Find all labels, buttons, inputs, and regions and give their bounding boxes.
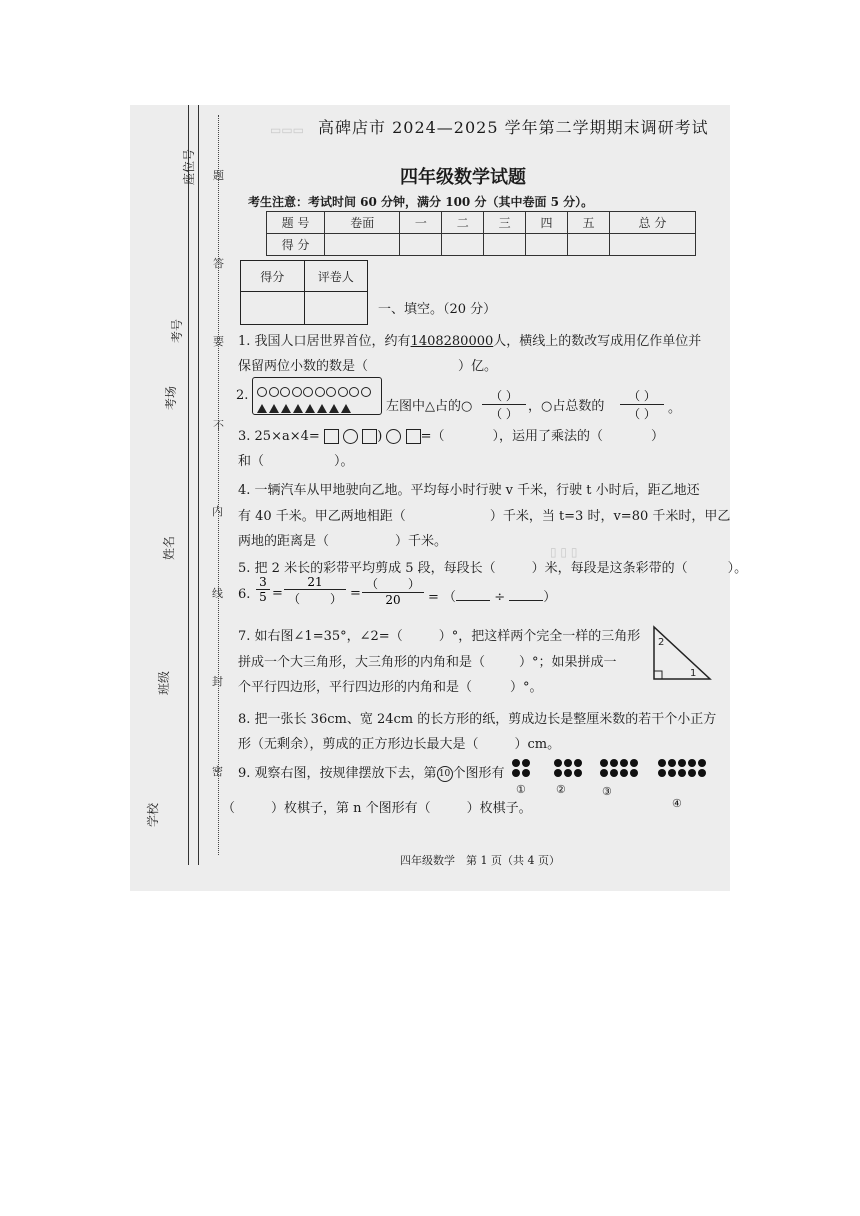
q1-text-a: 1. 我国人口居世界首位，约有 (238, 334, 411, 349)
score-header-cell: 二 (442, 212, 484, 234)
q6-fraction-2[interactable] (284, 575, 346, 607)
score-header-cell: 总 分 (609, 212, 695, 234)
grader-name-label: 评卷人 (304, 261, 368, 292)
q2-end: 。 (668, 401, 682, 416)
q5b: ）米，每段是这条彩带的（ (531, 561, 688, 576)
score-cell[interactable] (400, 234, 442, 256)
q3-end: ） (650, 429, 664, 444)
paren-close: ） (543, 590, 557, 605)
chess-piece-dot (554, 769, 562, 777)
chess-piece-dot (574, 769, 582, 777)
fraction-denominator: 5 (259, 590, 267, 604)
score-cell[interactable] (526, 234, 568, 256)
bleed-through-mark: ▯ ▯ ▯ (550, 545, 578, 559)
angle-1-label: 1 (690, 668, 697, 679)
chess-piece-dot (620, 759, 628, 767)
chess-piece-dot (668, 759, 676, 767)
triangle-icon (269, 404, 279, 413)
score-header-cell: 题 号 (267, 212, 325, 234)
seal-char: 密 (212, 765, 223, 778)
fraction-denominator: （ ） (628, 407, 656, 421)
seat-number-label: 座位号 (182, 148, 196, 185)
q1-text-d: ）亿。 (458, 359, 498, 374)
chess-piece-dot (688, 769, 696, 777)
paren-open: （ (287, 592, 300, 606)
chess-piece-dot (522, 769, 530, 777)
circle-icon (349, 387, 359, 397)
division-sign: ÷ (494, 590, 506, 605)
score-cell[interactable] (609, 234, 695, 256)
question-4-line2 (238, 505, 730, 524)
chess-pattern (508, 755, 718, 803)
q6-division (428, 586, 556, 605)
chess-piece-dot (630, 759, 638, 767)
chess-piece-dot (658, 759, 666, 767)
binding-line (188, 105, 189, 865)
circle-icon (315, 387, 325, 397)
square-blank[interactable] (406, 429, 421, 444)
chess-piece-dot (620, 769, 628, 777)
fraction-numerator: 21 (284, 575, 346, 590)
question-3: 3. 25×a×4= ) =（ ），运用了乘法的（ ） (238, 429, 664, 444)
question-8-line2 (238, 733, 560, 752)
triangle-icon (317, 404, 327, 413)
chess-piece-dot (630, 769, 638, 777)
score-cell[interactable] (442, 234, 484, 256)
circle-icon (280, 387, 290, 397)
question-7-line3 (238, 676, 543, 695)
chess-piece-dot (564, 759, 572, 767)
school-label: 学校 (146, 802, 160, 827)
triangle-icon (293, 404, 303, 413)
q1-text-b: 人，横线上的数改写成用亿作单位并 (493, 334, 702, 349)
seal-char: 不 (213, 419, 224, 432)
shape-box (252, 377, 382, 415)
score-row-label: 得 分 (267, 234, 325, 256)
question-9-line1 (238, 762, 505, 782)
seal-char: 答 (213, 257, 224, 270)
chess-piece-dot (678, 769, 686, 777)
question-1-line2 (238, 355, 497, 374)
paren-open: （ (365, 577, 378, 591)
square-blank[interactable] (324, 429, 339, 444)
paren-close: ） (330, 592, 343, 606)
exam-room-label: 考场 (164, 385, 178, 410)
q5c: ）。 (727, 561, 748, 576)
score-table (266, 211, 696, 256)
triangle-icon (341, 404, 351, 413)
score-header-cell: 四 (526, 212, 568, 234)
q3-l2: 和（ (238, 454, 265, 469)
triangle-icon (305, 404, 315, 413)
chess-piece-dot (698, 769, 706, 777)
seal-char: 线 (212, 587, 223, 600)
score-header-cell: 五 (568, 212, 610, 234)
q2-number: 2. (236, 388, 249, 403)
score-header-cell: 卷面 (325, 212, 400, 234)
page-footer: 四年级数学 第 1 页（共 4 页） (400, 854, 560, 867)
q4-l2b: ）千米，当 t=3 时，v=80 千米时，甲乙 (489, 509, 731, 524)
chess-piece-dot (698, 759, 706, 767)
circle-icon (326, 387, 336, 397)
chess-piece-dot (574, 759, 582, 767)
equals-sign: = (272, 586, 283, 601)
seal-char: 内 (212, 505, 223, 518)
q6-blank-divisor[interactable] (509, 600, 543, 601)
question-4-line3 (238, 530, 447, 549)
q9-l2b: ）枚棋子，第 n 个图形有（ (271, 801, 431, 816)
q3-start: 3. 25×a×4= (238, 429, 320, 444)
q4-l3b: ）千米。 (395, 534, 448, 549)
pattern-label-4: ④ (672, 797, 682, 810)
triangle-icon (329, 404, 339, 413)
score-header-cell: 一 (400, 212, 442, 234)
triangle-icon (281, 404, 291, 413)
chess-piece-dot (668, 769, 676, 777)
q2-fraction-1[interactable] (482, 387, 526, 422)
equals-sign: = (428, 590, 439, 605)
q7-l2b: ）°；如果拼成一 (519, 655, 617, 670)
question-4-line1: 4. 一辆汽车从甲地驶向乙地。平均每小时行驶 v 千米，行驶 t 小时后，距乙地还 (238, 483, 700, 498)
class-label: 班级 (157, 670, 171, 695)
seal-dotted-line (218, 115, 219, 855)
fraction-numerator: 3 (256, 575, 270, 590)
pattern-label-3: ③ (602, 785, 612, 798)
chess-piece-dot (600, 769, 608, 777)
q7-l1a: 7. 如右图∠1=35°，∠2=（ (238, 629, 403, 644)
score-cell[interactable] (484, 234, 526, 256)
fraction-denominator[interactable] (284, 590, 346, 607)
q9-l2a: （ (222, 801, 236, 816)
q3-l2end: ）。 (334, 454, 354, 469)
fraction-denominator: 20 (385, 593, 401, 607)
section-heading: 一、填空。（20 分） (378, 302, 497, 317)
chess-piece-dot (512, 759, 520, 767)
circled-number: 10 (437, 766, 453, 782)
exam-title: 高碑店市 2024—2025 学年第二学期期末调研考试 (318, 118, 709, 137)
triangle-icon (257, 404, 267, 413)
q7-l3a: 个平行四边形，平行四边形的内角和是（ (238, 680, 473, 695)
grader-score-label: 得分 (241, 261, 305, 292)
q9-l2c: ）枚棋子。 (466, 801, 532, 816)
q7-l1b: ）°，把这样两个完全一样的三角形 (438, 629, 641, 644)
grader-box (240, 260, 368, 325)
bleed-through-mark: ▭▭▭ (270, 123, 305, 137)
q9-l1b: 个图形有 (452, 766, 505, 781)
grader-score-cell[interactable] (241, 292, 305, 325)
equals-sign: = (350, 586, 361, 601)
q5a: 5. 把 2 米长的彩带平均剪成 5 段，每段长（ (238, 561, 496, 576)
seal-char: 封 (212, 675, 223, 688)
name-label: 姓名 (162, 535, 176, 560)
fraction-numerator[interactable] (362, 575, 424, 593)
circle-icon (269, 387, 279, 397)
circle-icon (292, 387, 302, 397)
q3-eq: =（ (420, 429, 445, 444)
question-8-line1: 8. 把一张长 36cm、宽 24cm 的长方形的纸，剪成边长是整厘米数的若干个小正方 (238, 712, 717, 727)
circle-blank[interactable] (343, 429, 358, 444)
pattern-label-2: ② (556, 783, 566, 796)
fraction-numerator: （ ） (482, 387, 526, 405)
q9-l1a: 9. 观察右图，按规律摆放下去，第 (238, 766, 437, 781)
question-9-line2 (222, 797, 532, 816)
circle-icon (257, 387, 267, 397)
q8-l2a: 形（无剩余），剪成的正方形边长最大是（ (238, 737, 479, 752)
q7-l3b: ）°。 (510, 680, 543, 695)
triangle-row (257, 398, 353, 417)
q6-number: 6. (238, 587, 251, 602)
question-1 (238, 330, 701, 349)
chess-piece-dot (678, 759, 686, 767)
score-cell[interactable] (325, 234, 400, 256)
q3-mid: ），运用了乘法的（ (492, 429, 603, 444)
fraction-denominator: （ ） (490, 407, 518, 421)
q4-l3a: 两地的距离是（ (238, 534, 330, 549)
q2-fraction-2[interactable] (620, 387, 664, 422)
chess-piece-dot (610, 759, 618, 767)
question-5 (238, 557, 747, 576)
question-7-line1 (238, 625, 640, 644)
chess-piece-dot (522, 759, 530, 767)
chess-piece-dot (600, 759, 608, 767)
chess-piece-dot (554, 759, 562, 767)
question-7-line2 (238, 651, 617, 670)
q2-text: 左图中△占的○ (386, 399, 473, 414)
square-blank[interactable] (362, 429, 377, 444)
exam-notice: 考生注意：考试时间 60 分钟，满分 100 分（其中卷面 5 分）。 (248, 195, 594, 209)
paren-close: ） (408, 577, 421, 591)
q8-l2b: ）cm。 (514, 737, 561, 752)
circle-icon (338, 387, 348, 397)
score-header-cell: 三 (484, 212, 526, 234)
fraction-numerator: （ ） (620, 387, 664, 405)
paper-title: 四年级数学试题 (400, 167, 526, 188)
exam-photo (130, 105, 748, 891)
q6-fraction-3[interactable] (362, 575, 424, 607)
circle-blank[interactable] (386, 429, 401, 444)
q6-blank-dividend[interactable] (456, 600, 490, 601)
chess-piece-dot (658, 769, 666, 777)
q1-number: 1408280000 (410, 334, 494, 349)
q4-l2a: 有 40 千米。甲乙两地相距（ (238, 509, 406, 524)
q7-l2a: 拼成一个大三角形，大三角形的内角和是（ (238, 655, 486, 670)
q2-text-2: ，○占总数的 (528, 399, 605, 414)
circle-icon (303, 387, 313, 397)
chess-piece-dot (564, 769, 572, 777)
q6-fraction-1 (256, 575, 270, 604)
chess-piece-dot (610, 769, 618, 777)
q1-text-c: 保留两位小数的数是（ (238, 359, 369, 374)
chess-piece-dot (688, 759, 696, 767)
angle-2-label: 2 (658, 637, 665, 648)
question-3-line2 (238, 450, 354, 469)
pattern-label-1: ① (516, 783, 526, 796)
circle-icon (361, 387, 371, 397)
chess-piece-dot (512, 769, 520, 777)
grader-name-cell[interactable] (304, 292, 368, 325)
score-cell[interactable] (568, 234, 610, 256)
seal-char: 要 (213, 335, 224, 348)
binding-line-inner (198, 105, 199, 865)
right-triangle-diagram (650, 623, 714, 683)
exam-number-label: 考号 (170, 318, 184, 343)
paren-open: （ (443, 590, 457, 605)
seal-char: 题 (213, 169, 224, 182)
